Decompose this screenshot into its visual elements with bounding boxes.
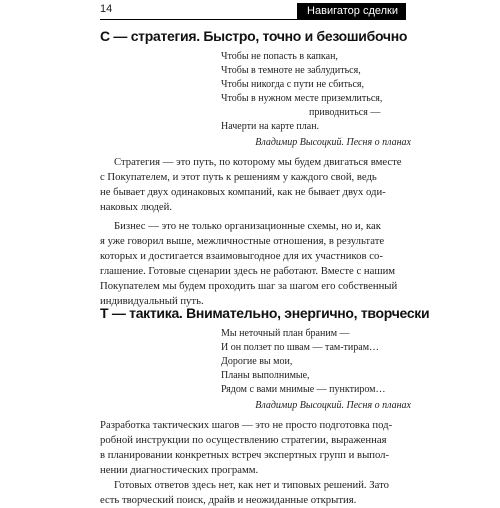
section-heading-strategy: С — стратегия. Быстро, точно и безошибочно	[100, 28, 408, 44]
epigraph-line: Начерти на карте план.	[221, 121, 320, 132]
text-line: с Покупателем, и этот путь к решениям у каждого свой, ведь	[100, 171, 377, 183]
text-line: в планировании конкретных встреч экспертных групп и выпол-	[100, 449, 390, 461]
text-line: Готовых ответов здесь нет, как нет и типовых решений. Зато	[114, 479, 389, 491]
epigraph-strategy	[221, 50, 411, 150]
text-line: есть творческий поиск, драйв и неожиданные открытия.	[100, 494, 357, 506]
epigraph-line: Чтобы в нужном месте приземлиться,	[221, 93, 383, 104]
text-line: Разработка тактических шагов — это не просто подготовка под-	[100, 419, 393, 431]
text-line: наковых людей.	[100, 201, 173, 213]
text-line: Стратегия — это путь, по которому мы будем двигаться вместе	[114, 156, 402, 168]
text-line: нении диагностических программ.	[100, 464, 259, 476]
body-text-tactics	[100, 418, 406, 508]
text-line: не бывает двух одинаковых компаний, как не бывает двух оди-	[100, 186, 386, 198]
epigraph-line: Чтобы не попасть в капкан,	[221, 51, 338, 62]
body-text-strategy	[100, 155, 406, 309]
text-line: я уже говорил выше, межличностные отношения, в результате	[100, 235, 385, 247]
epigraph-line: Рядом с вами мнимые — пунктиром…	[221, 384, 386, 395]
epigraph-tactics	[221, 327, 411, 413]
page-number: 14	[100, 3, 113, 15]
text-line: глашение. Готовые сценарии здесь не работают. Вместе с нашим	[100, 265, 396, 277]
epigraph-line: И он ползет по швам — там-тирам…	[221, 342, 380, 353]
epigraph-line: Чтобы никогда с пути не сбиться,	[221, 79, 364, 90]
epigraph-line: Дорогие вы мои,	[221, 356, 293, 367]
section-heading-tactics: Т — тактика. Внимательно, энергично, творчески	[100, 305, 430, 321]
text-line: индивидуальный путь.	[100, 295, 204, 307]
page-header	[100, 3, 406, 19]
epigraph-line: Планы выполнимые,	[221, 370, 310, 381]
header-rule	[100, 19, 406, 20]
epigraph-line: Чтобы в темноте не заблудиться,	[221, 65, 361, 76]
epigraph-attribution: Владимир Высоцкий. Песня о планах	[255, 137, 411, 148]
text-line: Бизнес — это не только организационные схемы, но и, как	[114, 220, 381, 232]
text-line: Покупателем мы будем проходить шаг за шагом его собственный	[100, 280, 398, 292]
epigraph-line: Мы неточный план браним —	[221, 328, 350, 339]
epigraph-attribution: Владимир Высоцкий. Песня о планах	[255, 400, 411, 411]
running-title: Навигатор сделки	[297, 3, 406, 19]
text-line: робной инструкции по осуществлению стратегии, выраженная	[100, 434, 387, 446]
text-line: которых и достигается взаимовыгодное для их участников со-	[100, 250, 383, 262]
epigraph-line: приводнитьcя —	[309, 107, 381, 118]
